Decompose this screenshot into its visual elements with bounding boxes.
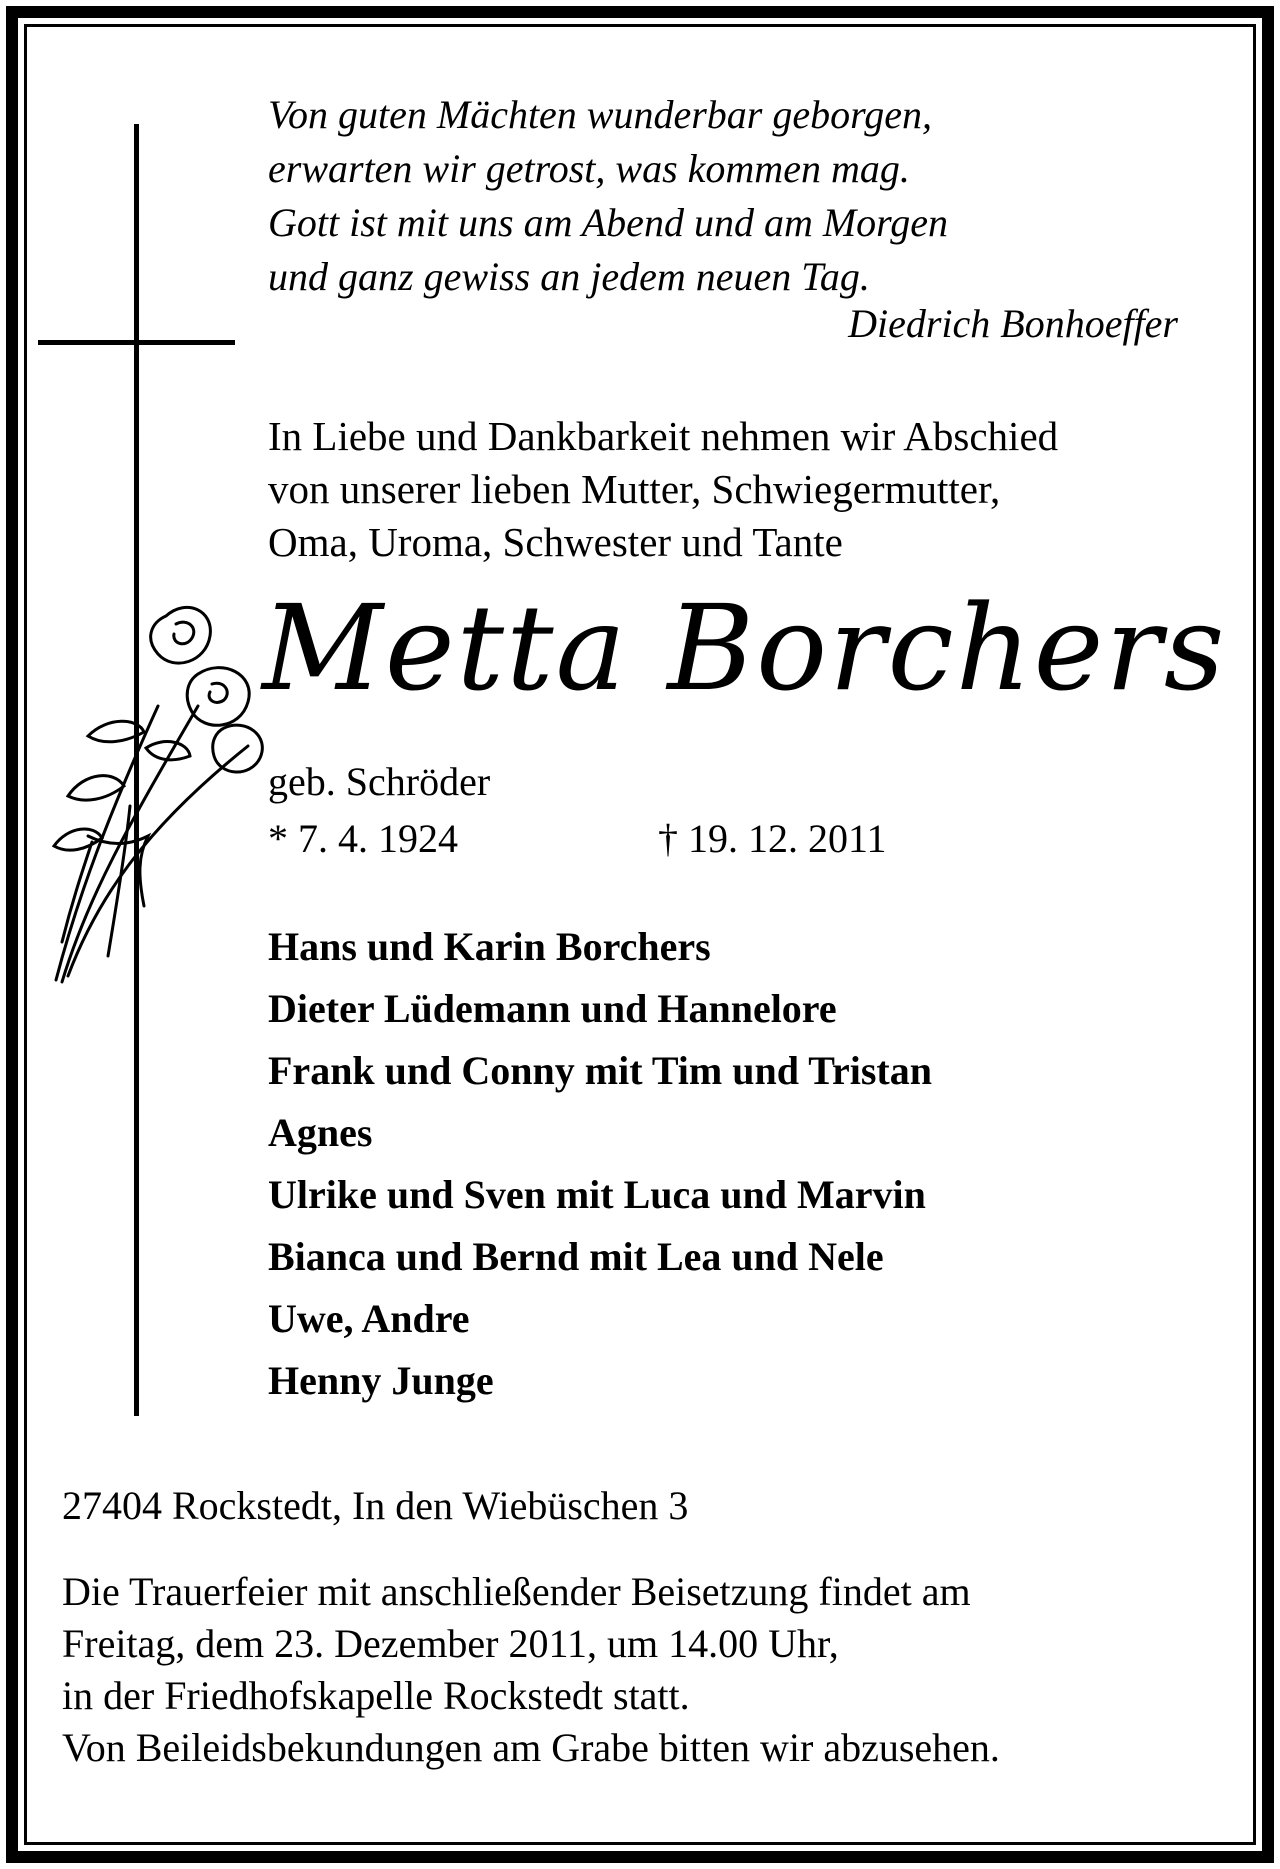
family-list [268,916,932,1412]
roses-icon [48,596,278,996]
intro-line: In Liebe und Dankbarkeit nehmen wir Abschied [268,413,1059,459]
poem [268,88,948,304]
service-line: Von Beileidsbekundungen am Grabe bitten wir abzusehen. [62,1725,1000,1770]
poem-line: erwarten wir getrost, was kommen mag. [268,146,910,191]
family-member: Dieter Lüdemann und Hannelore [268,986,837,1031]
birth-date: * 7. 4. 1924 [268,816,458,861]
family-member: Uwe, Andre [268,1296,470,1341]
maiden-name: geb. Schröder [268,759,491,804]
intro-text [268,410,1058,569]
poem-line: Von guten Mächten wunderbar geborgen, [268,92,932,137]
family-member: Frank und Conny mit Tim und Tristan [268,1048,932,1093]
cross-icon-bar [38,340,235,345]
service-info [62,1566,1000,1774]
death-date: † 19. 12. 2011 [658,816,887,861]
family-member: Ulrike und Sven mit Luca und Marvin [268,1172,926,1217]
intro-line: von unserer lieben Mutter, Schwiegermutter, [268,466,1001,512]
service-line: in der Friedhofskapelle Rockstedt statt. [62,1673,690,1718]
family-member: Bianca und Bernd mit Lea und Nele [268,1234,884,1279]
family-member: Henny Junge [268,1358,494,1403]
intro-line: Oma, Uroma, Schwester und Tante [268,519,843,565]
family-member: Agnes [268,1110,373,1155]
service-line: Die Trauerfeier mit anschließender Beisetzung findet am [62,1569,971,1614]
poem-line: und ganz gewiss an jedem neuen Tag. [268,254,870,299]
deceased-name: Metta Borchers [262,579,1227,717]
service-line: Freitag, dem 23. Dezember 2011, um 14.00 Uhr, [62,1621,839,1666]
poem-author: Diedrich Bonhoeffer [848,301,1178,346]
family-member: Hans und Karin Borchers [268,924,711,969]
poem-line: Gott ist mit uns am Abend und am Morgen [268,200,948,245]
address: 27404 Rockstedt, In den Wiebüschen 3 [62,1483,689,1528]
